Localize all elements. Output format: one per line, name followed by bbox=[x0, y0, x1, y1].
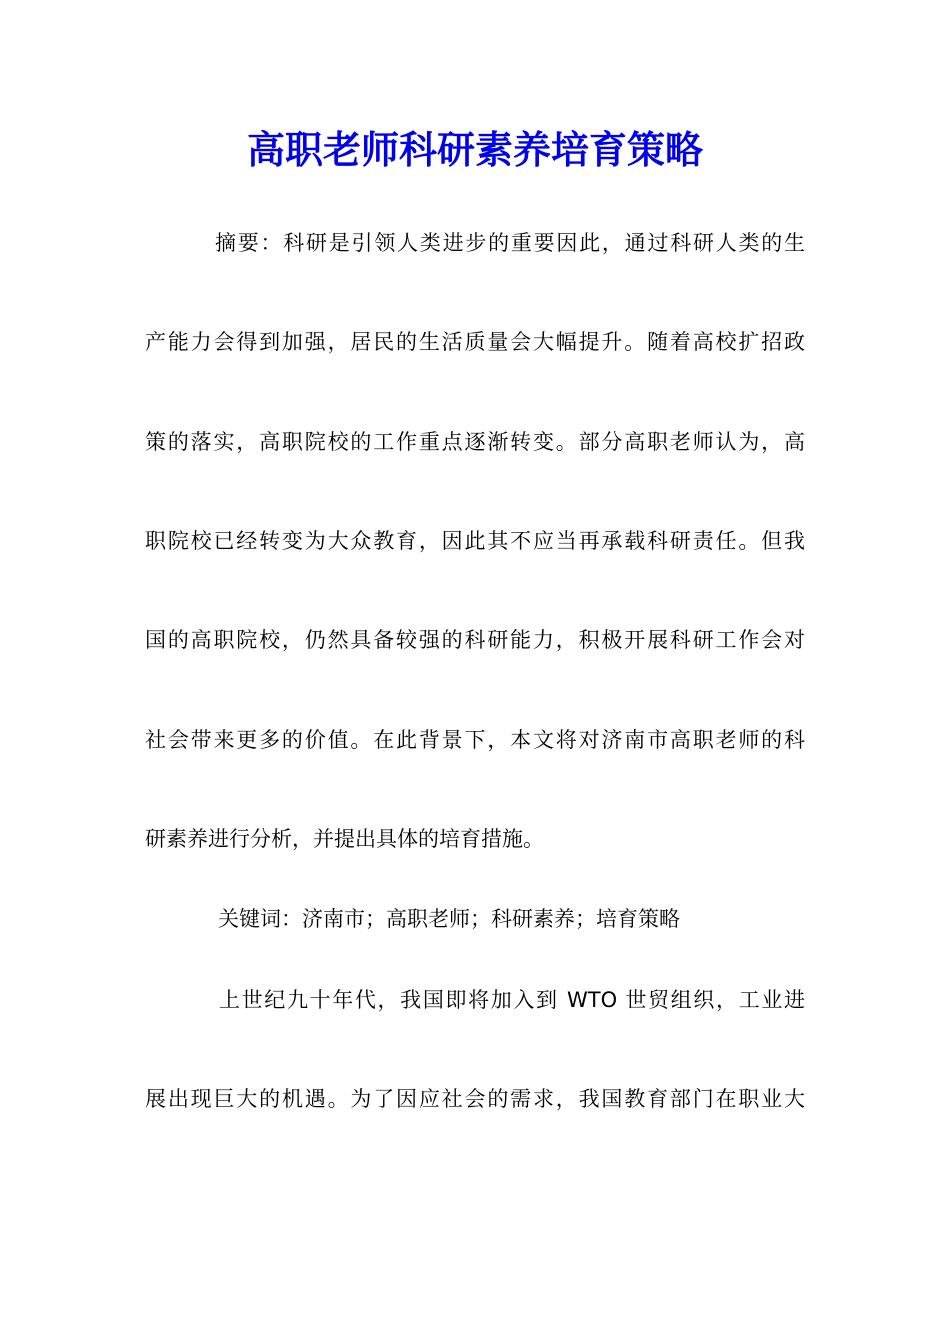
abstract-line: 摘要：科研是引领人类进步的重要因此，通过科研人类的生 bbox=[215, 231, 805, 255]
abstract-line: 社会带来更多的价值。在此背景下，本文将对济南市高职老师的科 bbox=[145, 728, 805, 752]
abstract-line: 职院校已经转变为大众教育，因此其不应当再承载科研责任。但我 bbox=[145, 529, 805, 553]
keywords-line: 关键词：济南市；高职老师；科研素养；培育策略 bbox=[218, 907, 680, 931]
document-title: 高职老师科研素养培育策略 bbox=[246, 127, 703, 172]
abstract-line: 产能力会得到加强，居民的生活质量会大幅提升。随着高校扩招政 bbox=[145, 330, 805, 354]
body-line: 上世纪九十年代，我国即将加入到 WTO 世贸组织，工业进 bbox=[219, 988, 805, 1012]
abstract-line: 国的高职院校，仍然具备较强的科研能力，积极开展科研工作会对 bbox=[145, 628, 805, 652]
abstract-line: 研素养进行分析，并提出具体的培育措施。 bbox=[145, 827, 544, 851]
body-line: 展出现巨大的机遇。为了因应社会的需求，我国教育部门在职业大 bbox=[145, 1087, 805, 1111]
abstract-line: 策的落实，高职院校的工作重点逐渐转变。部分高职老师认为，高 bbox=[145, 430, 805, 454]
